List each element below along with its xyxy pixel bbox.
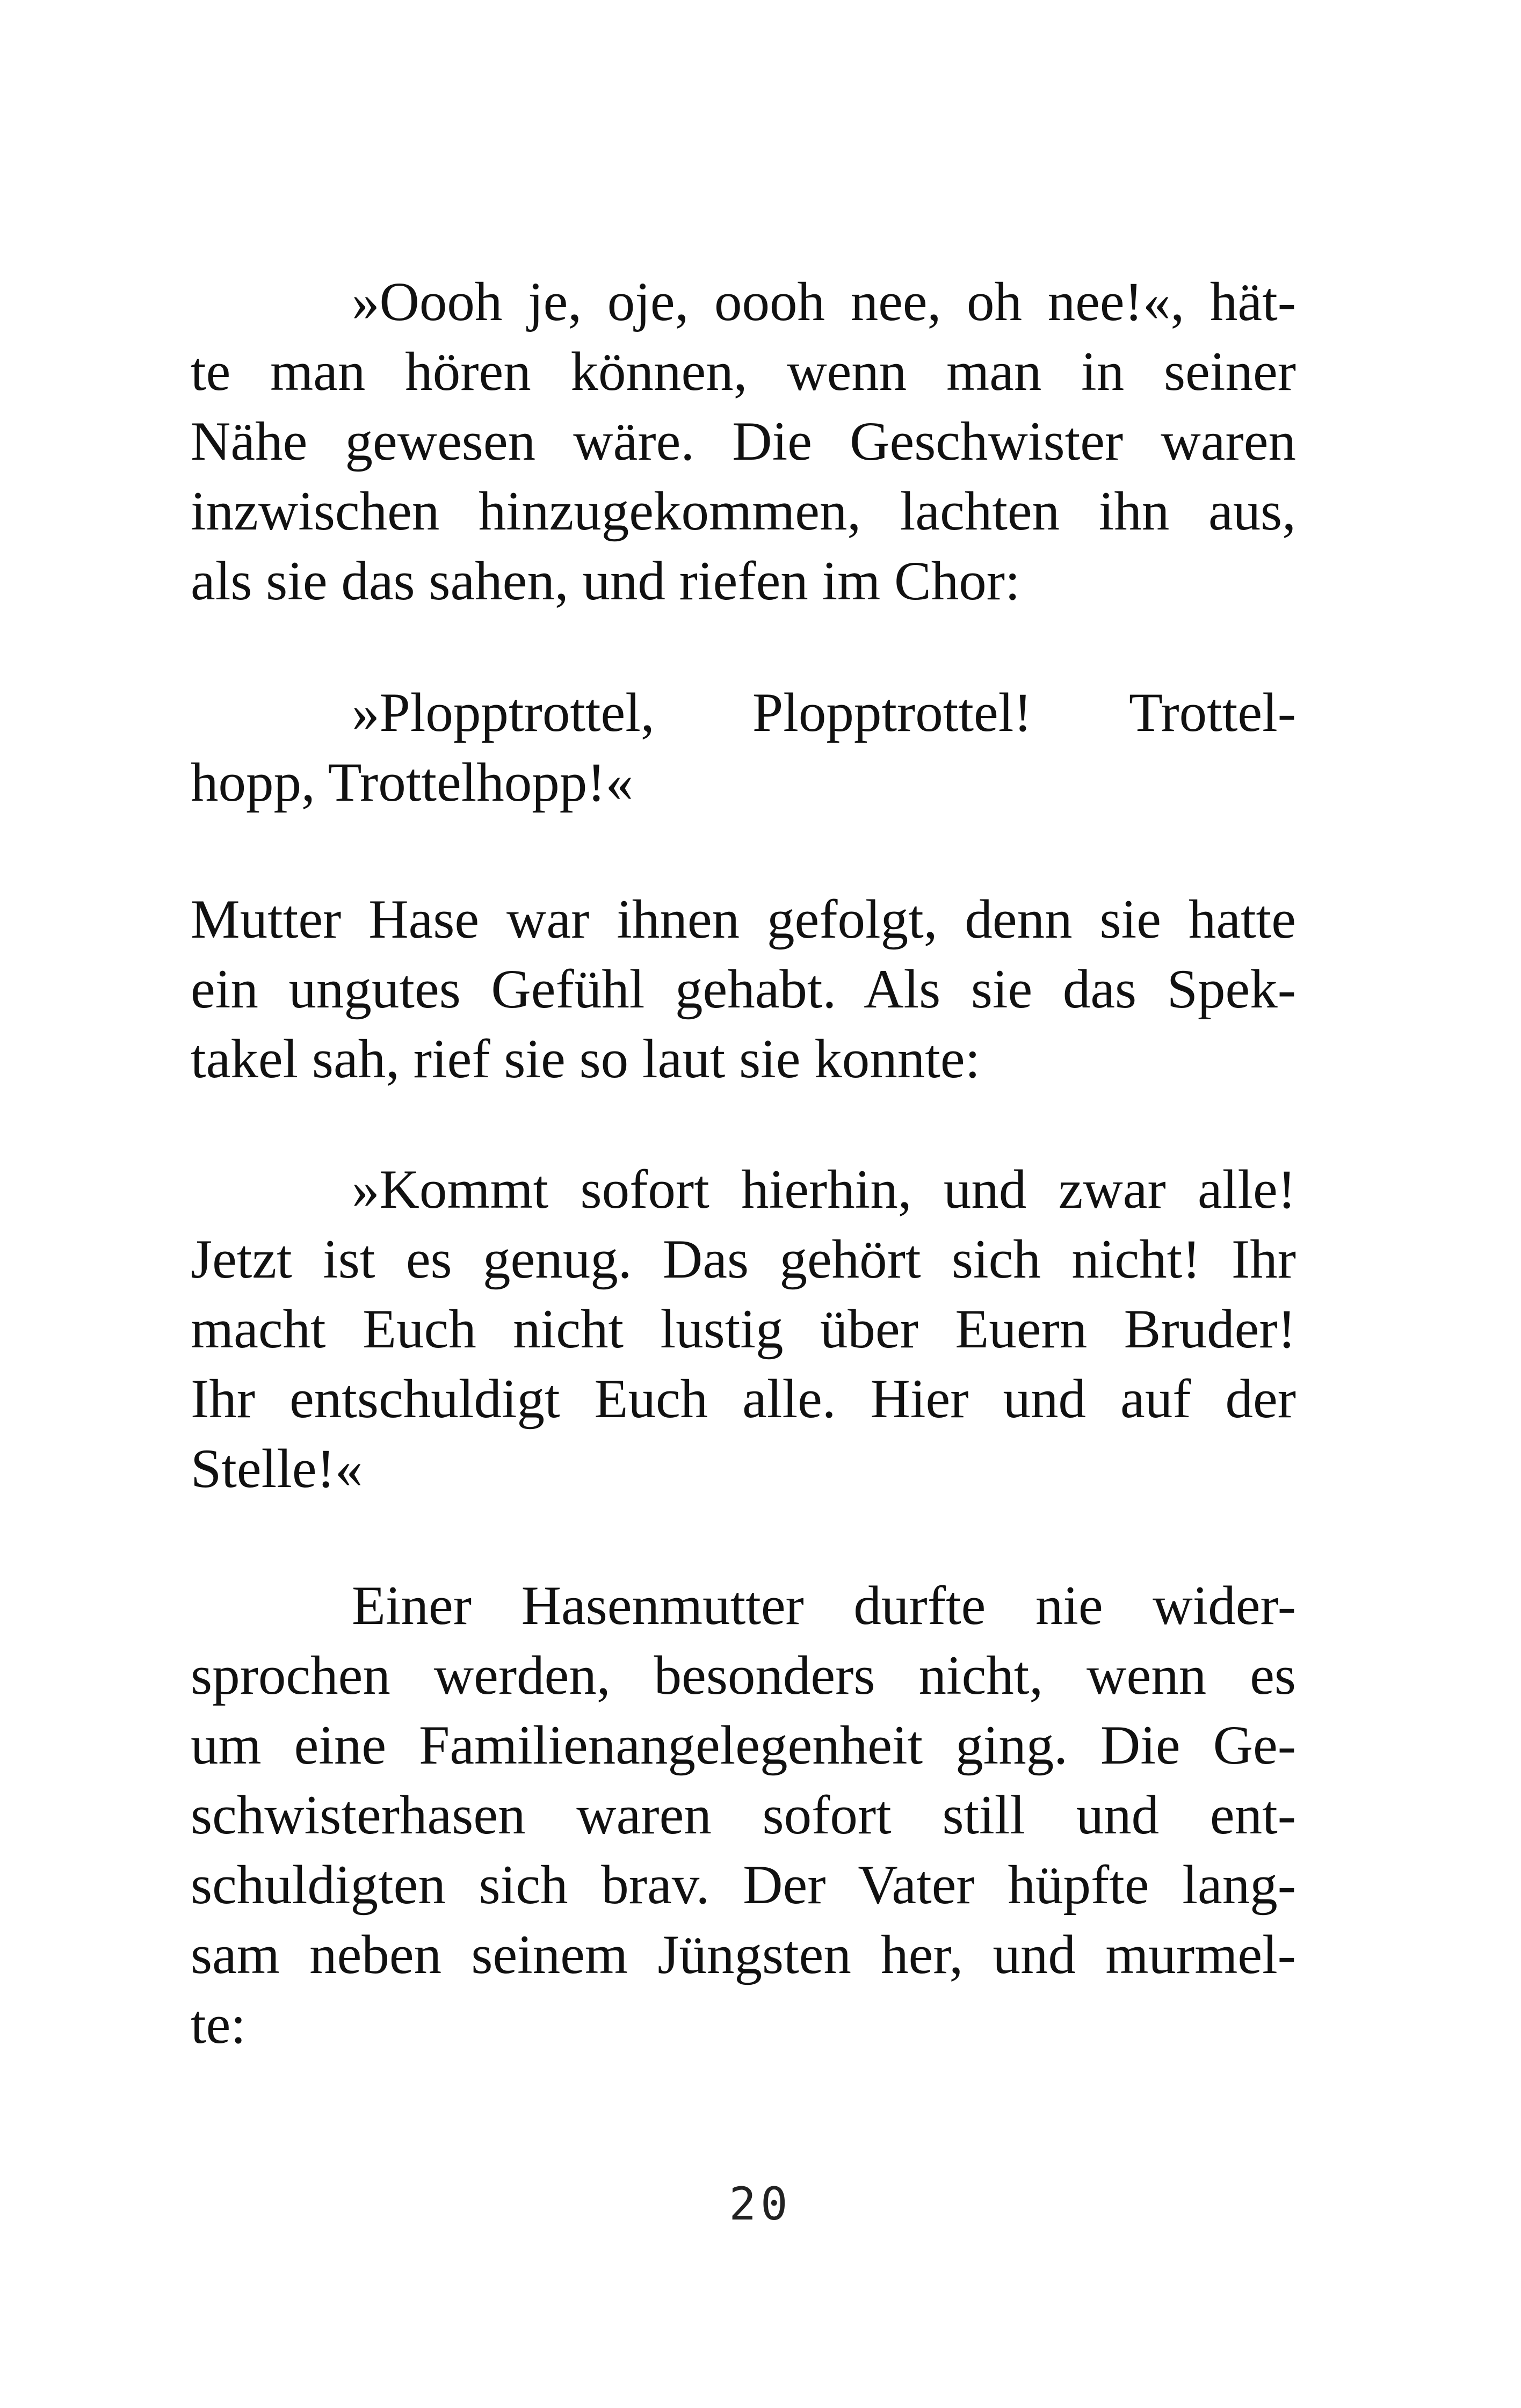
text-line: Nähe gewesen wäre. Die Geschwister waren	[191, 411, 1296, 472]
text-line: schuldigten sich brav. Der Vater hüpfte lang-	[191, 1854, 1296, 1916]
text-line: te:	[191, 1994, 246, 2055]
text-line: »Plopptrottel, Plopptrottel! Trottel-	[352, 682, 1296, 743]
text-line: te man hören können, wenn man in seiner	[191, 341, 1296, 402]
text-line: »Oooh je, oje, oooh nee, oh nee!«, hät-	[352, 271, 1296, 332]
text-line: Mutter Hase war ihnen gefolgt, denn sie hatte	[191, 889, 1296, 950]
text-line: um eine Familienangelegenheit ging. Die Ge-	[191, 1715, 1296, 1776]
text-line: als sie das sahen, und riefen im Chor:	[191, 550, 1020, 612]
text-line: Stelle!«	[191, 1438, 363, 1499]
page-number: 20	[729, 2178, 792, 2230]
text-line: ein ungutes Gefühl gehabt. Als sie das Spek-	[191, 959, 1296, 1020]
text-line: Einer Hasenmutter durfte nie wider-	[352, 1575, 1296, 1636]
text-line: Ihr entschuldigt Euch alle. Hier und auf der	[191, 1368, 1296, 1430]
text-line: sam neben seinem Jüngsten her, und murmel-	[191, 1924, 1296, 1985]
text-line: macht Euch nicht lustig über Euern Bruder!	[191, 1299, 1296, 1360]
text-line: takel sah, rief sie so laut sie konnte:	[191, 1028, 981, 1090]
text-line: hopp, Trottelhopp!«	[191, 752, 634, 813]
text-line: Jetzt ist es genug. Das gehört sich nicht! Ihr	[191, 1229, 1296, 1290]
text-line: inzwischen hinzugekommen, lachten ihn aus,	[191, 481, 1296, 542]
text-line: sprochen werden, besonders nicht, wenn es	[191, 1645, 1296, 1706]
text-line: »Kommt sofort hierhin, und zwar alle!	[352, 1159, 1296, 1220]
text-line: schwisterhasen waren sofort still und ent-	[191, 1785, 1296, 1846]
